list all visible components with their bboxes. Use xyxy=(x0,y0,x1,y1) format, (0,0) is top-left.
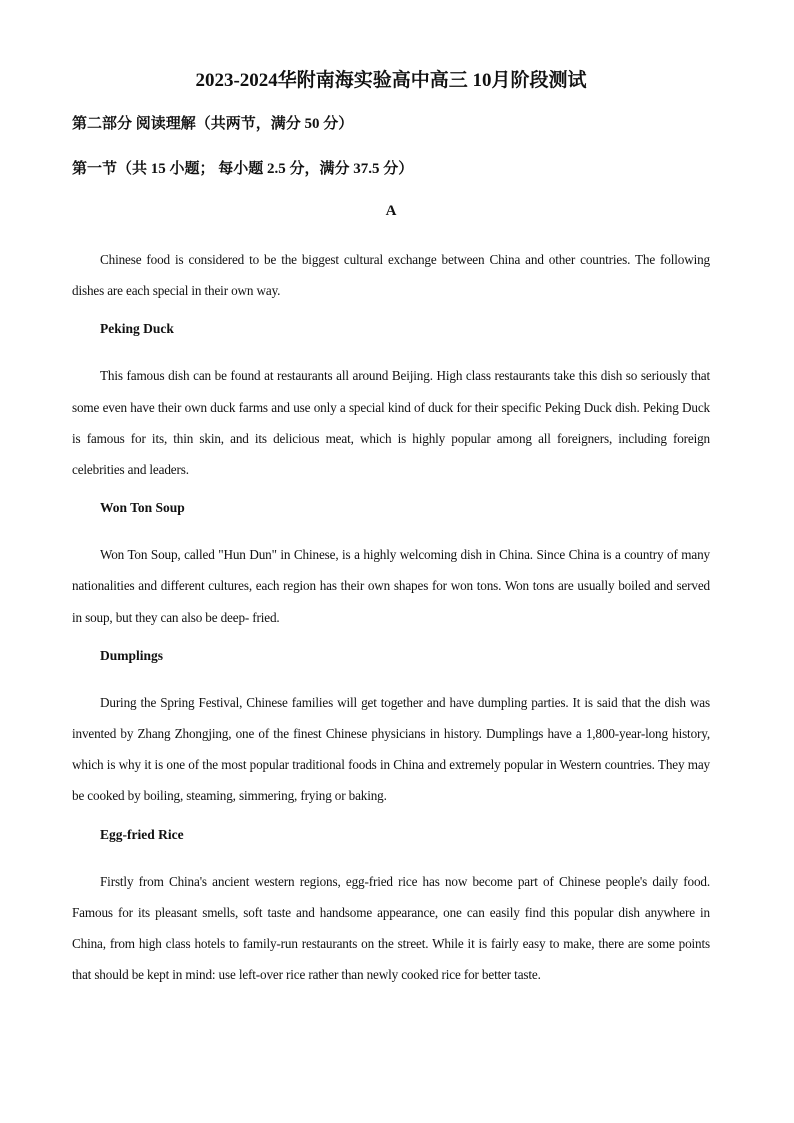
exam-page xyxy=(72,68,710,1003)
exam-title: 2023-2024华附南海实验高中高三 10月阶段测试 xyxy=(195,70,587,91)
dish-heading-won-ton-soup: Won Ton Soup xyxy=(100,500,185,516)
dish-heading-dumplings: Dumplings xyxy=(100,647,164,663)
dish-paragraph-won-ton-soup: Won Ton Soup, called "Hun Dun" in Chinese, is a highly welcoming dish in China. Since China is a country of many nationalities and different cultures, each region has their own shapes for won tons. Won tons are usually boiled and served in soup, but they can also be deep- fried. xyxy=(72,547,710,625)
dish-heading-egg-fried-rice: Egg-fried Rice xyxy=(100,826,184,842)
dish-heading-peking-duck: Peking Duck xyxy=(100,321,174,337)
dish-paragraph-peking-duck: This famous dish can be found at restaurants all around Beijing. High class restaurants take this dish so seriously that some even have their own duck farms and use only a special kind of duck for their specific Peking Duck dish. Peking Duck is famous for its, thin skin, and its delicious meat, which is highly popular among all foreigners, including foreign celebrities and leaders. xyxy=(72,368,710,478)
passage-label: A xyxy=(385,203,397,219)
intro-paragraph: Chinese food is considered to be the biggest cultural exchange between China and other countries. The following dishes are each special in their own way. xyxy=(72,252,710,299)
dish-paragraph-egg-fried-rice: Firstly from China's ancient western regions, egg-fried rice has now become part of Chinese people's daily food. Famous for its pleasant smells, soft taste and handsome appearance, one can easily find this popular dish anywhere in China, from high class hotels to family-run restaurants on the street. While it is fairly easy to make, there are some points that should be kept in mind: use left-over rice rather than newly cooked rice for better taste. xyxy=(72,873,710,983)
part-heading: 第二部分 阅读理解（共两节，满分 50 分） xyxy=(72,116,354,132)
section-heading: 第一节（共 15 小题； 每小题 2.5 分，满分 37.5 分） xyxy=(72,161,414,177)
dish-paragraph-dumplings: During the Spring Festival, Chinese families will get together and have dumpling parties. It is said that the dish was invented by Zhang Zhongjing, one of the finest Chinese physicians in history. Dumplings have a 1,800-year-long history, which is why it is one of the most popular traditional foods in China and extremely popular in Western countries. They may be cooked by boiling, steaming, simmering, frying or baking. xyxy=(72,694,710,804)
